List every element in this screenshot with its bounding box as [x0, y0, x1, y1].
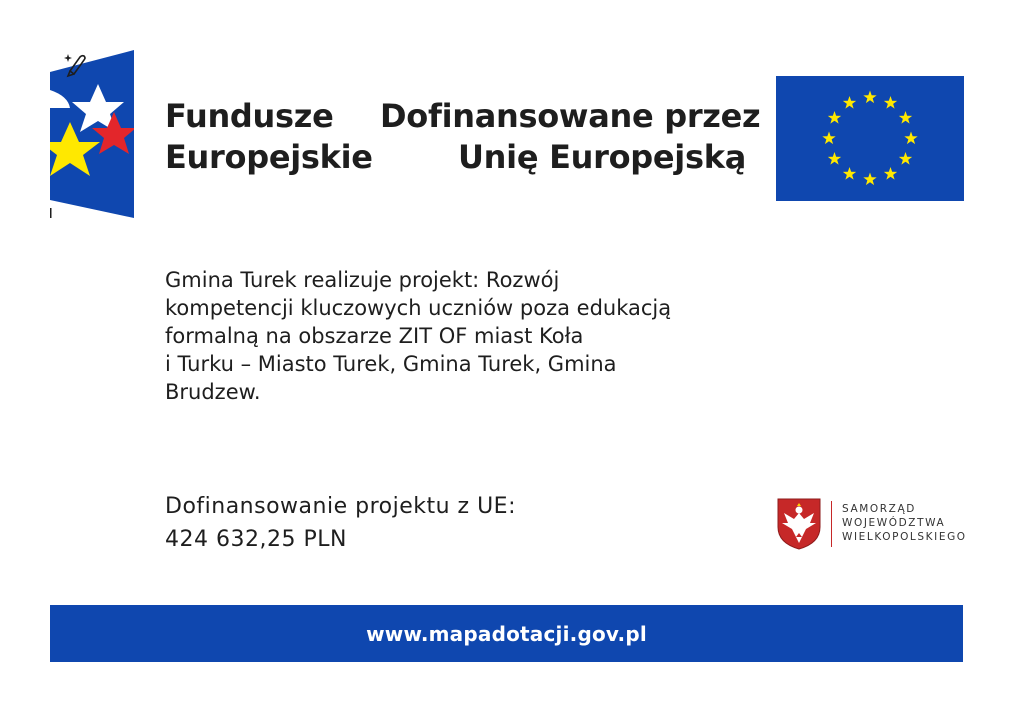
funding-label: Dofinansowanie projektu z UE:: [165, 494, 516, 519]
eagle-crest-icon: [776, 497, 822, 551]
eu-star-icon: [899, 111, 912, 124]
program-name-line1: Fundusze: [165, 97, 334, 135]
region-name-line2: WOJEWÓDZTWA: [842, 517, 946, 529]
project-line: i Turku – Miasto Turek, Gmina Turek, Gmina: [165, 352, 617, 376]
eu-star-icon: [828, 152, 841, 165]
project-line: Gmina Turek realizuje projekt: Rozwój: [165, 268, 560, 292]
region-logo-divider: [831, 501, 832, 547]
eu-star-icon: [899, 152, 912, 165]
eu-star-icon: [828, 111, 841, 124]
eu-star-icon: [822, 132, 835, 145]
project-line: Brudzew.: [165, 380, 261, 404]
project-line: kompetencji kluczowych uczniów poza edukacją: [165, 296, 672, 320]
eu-star-icon: [843, 167, 856, 180]
footer-bar: [50, 605, 963, 662]
project-description: [165, 266, 745, 406]
funding-amount: 424 632,25 PLN: [165, 527, 347, 552]
eu-flag: [776, 76, 964, 201]
cofinanced-line2: Unię Europejską: [458, 138, 746, 176]
region-name: [842, 502, 967, 544]
eu-stars: [776, 76, 964, 201]
cofinanced-line1: Dofinansowane przez: [380, 97, 761, 135]
eu-star-icon: [884, 96, 897, 109]
eu-star-icon: [843, 96, 856, 109]
funding-info: [165, 490, 516, 556]
eu-star-icon: [863, 173, 876, 186]
region-name-line3: WIELKOPOLSKIEGO: [842, 531, 967, 543]
project-line: formalną na obszarze ZIT OF miast Koła: [165, 324, 584, 348]
eu-star-icon: [863, 91, 876, 104]
program-name: [165, 96, 373, 178]
program-name-line2: Europejskie: [165, 138, 373, 176]
eu-star-icon: [884, 167, 897, 180]
sparkle-brush-icon: [62, 52, 88, 78]
region-name-line1: SAMORZĄD: [842, 503, 916, 515]
samorzad-wojewodztwa-logo: [776, 497, 976, 553]
cofinanced-by-eu-text: [380, 96, 761, 178]
eu-star-icon: [904, 132, 917, 145]
mapadotacji-link[interactable]: www.mapadotacji.gov.pl: [366, 621, 647, 646]
